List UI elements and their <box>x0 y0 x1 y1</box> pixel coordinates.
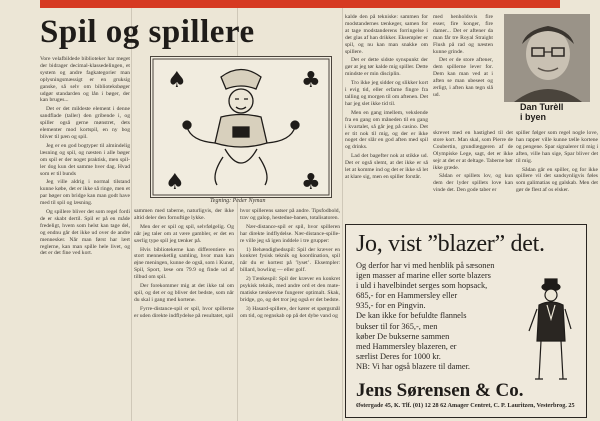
paragraph: Det er de store aftener, dem spillerne lever for. Dem kan man ved at i aften se man ubeseet og ærligt, i aften kan tegn slå ud. <box>433 57 493 98</box>
gentleman-figure-icon <box>521 275 579 385</box>
article-column-2 <box>134 208 234 416</box>
article-column-4 <box>345 14 428 222</box>
ad-line: NB: Vi har også blazere til damer. <box>356 361 470 371</box>
paragraph: Og spillere bliver det som regel fordi de er skabt dertil. Spil er på en måde fredeligt, hvem som helst kan tage del, og endnu går det ikke ud over de andre mennesker. Når man først har lært reglerne, kan man spille hele livet, og det er det fine ved kort. <box>40 209 130 257</box>
paragraph: Der forekommer mig at det ikke tal om spil, og det er og bliver det bedste, som når du skal i gang med kortene. <box>134 283 234 303</box>
jester-figure-icon <box>183 70 299 186</box>
ad-body-text <box>356 261 506 372</box>
paragraph: Fyrre-distance-spil er spil, hvor spillerne er uden direkte indflydelse på resultatet, spil <box>134 305 234 319</box>
paragraph: Hvis bibliotekerne kan differentiere en stort mennesketlig samling, hvor man kan øjne meningen, kunne de også, som i Kunst, Spil, Sport, læse om 79.9 og finde ud af tilbud om spil. <box>134 246 234 281</box>
spade-icon: ♠ <box>165 170 185 195</box>
ad-line: i uld i havelbindet serges som hopsack, <box>356 281 488 291</box>
paragraph: Vore velafbildede biblioteker har meget der bidrager decimal-klassedelingen, et system og andre fagkategorier man oplysningsmæssigt er en gruksig ganske, så selv om biblioteksbøger udgør standarden og lån i bøger, der kan bruges... <box>40 56 130 104</box>
paragraph: spiller følger som regel nogle love, han rapper ville kunne tælle kortene og pengene. Spar signalerer til mig i aften, ville han sige, Spar bliver det til mig. <box>516 130 598 164</box>
article-column-1 <box>40 56 130 416</box>
ad-line: køber De bukserne sammen <box>356 331 450 341</box>
article-column-3 <box>240 208 340 416</box>
ad-line: igen masser af marine eller sorte blazers <box>356 271 491 281</box>
column-title: i byen <box>520 112 547 122</box>
ad-line: med Hammersley blazeren, er <box>356 341 457 351</box>
paragraph: hvor spillerens satser på andre. Tipsfodbold, trav og galop, hestedue-banen, totalisatoren. <box>240 208 340 221</box>
paragraph: Lad det bagefter nok at stikke ud. Det er også slemt, at det ikke er så let at komme ind og det er ikke så let at klare sig, men en spiller forstår. <box>345 153 428 180</box>
paragraph: skrevet med en hastighed til det store kort. Man skal, som Pierre de Coubertin, grundlæggeren af de Olympiske Lege, sagt, det er ikke sejr at det er at deltage. Taberne bør ikke græde. <box>433 130 513 171</box>
paragraph: 3) Hasard-spillere, der kører et spørgsmål om tid, og regnskab op på det dybe vand og <box>240 305 340 319</box>
red-header-bar <box>40 0 560 8</box>
advertiser-address: Østergade 45, K. Tlf. (01) 12 28 62 Amager Centret, C. P. Lauritzen, Vesterbrog. 25 <box>356 402 575 409</box>
paragraph: 1) Behændighedsspil: Spil der kræver en konkret fysisk teknik og koordination, spil når du er kortest på ’lyset’. Eksempler: billard, bowling — eller golf. <box>240 246 340 274</box>
author-name: Dan Turèll <box>520 102 564 112</box>
blazer-man-illustration <box>521 275 579 385</box>
portrait-icon <box>504 14 590 102</box>
paragraph: Sådan er spillets lov, og kun dem der lyder spillets love kan vinde det. Den gode taber er <box>433 173 513 194</box>
paragraph: Men der er spil og spil, selvfølgelig. Og når jeg taler om at være gambler, er det en særlig type spil jeg tænker på. <box>134 223 234 244</box>
ad-line: De kan ikke for befuldte flannels <box>356 311 467 321</box>
ad-line: særlist Deres for 1000 kr. <box>356 351 441 361</box>
illustration-caption: Tegning: Peder Nyman <box>210 198 266 204</box>
ad-line: Og derfor har vi med henblik på sæsonen <box>356 261 495 270</box>
paragraph: med henholdsvis fire esser, fire konger, fire damer... Det er aftener da man får tre Royal Straight Flush på rad og næsten kunne grinde. <box>433 14 493 55</box>
paragraph: Det er det mildeste element i denne sandflade (taller) den gribende i, og spiller også gerne mønstret, dets elementer mod kortspil, en ny bog bliver til pæn og spil. <box>40 106 130 140</box>
column-rule <box>342 0 343 421</box>
playing-card-drawing <box>151 57 331 197</box>
author-portrait-photo <box>504 14 590 102</box>
article-headline: Spil og spillere <box>40 14 255 50</box>
ad-headline: Jo, vist ”blazer” det. <box>356 231 545 257</box>
paragraph: Sådan går en spiller, og for ikke spillere vil det sandsynligvis føles som galimatias og galskab. Men det gør de flest af os elsker. <box>516 166 598 194</box>
ad-line: bukser til for 365,-, men <box>356 321 438 331</box>
paragraph: Men en gang imellem, vekslende fra en gang om måneden til en gang i kvartalet, så går jeg på casino. Det er tit nok til mig, og der er ikke noget der slår en god aften med spil og drinks. <box>345 109 428 151</box>
paragraph: sammen med taberne, naturligvis, der ikke altid deler den fornuftige lykke. <box>134 208 234 221</box>
blazer-advertisement <box>345 224 587 418</box>
paragraph: kalde den på tekniske: sammen for modstandernes tænkeger, samen for at tage modstanderens forringelse i det glas af han drikker. Eksempler er spil, og nu kan man snakke om spillere. <box>345 14 428 55</box>
article-column-5-top <box>433 14 493 129</box>
article-column-6 <box>516 130 598 222</box>
advertiser-name: Jens Sørensen & Co. <box>356 380 524 401</box>
paragraph: Tro ikke jeg sidder og slikker kort i evig tid, eller erfarne fingre fra talling og morgen til om aftenen. Det har jeg slet ikke tid til. <box>345 80 428 107</box>
paragraph: Jeg er en god bogtyper til almindelig læsning og spil, og næsten i alle bøger om spil er der noget praktisk, men spiller dog kun det samme hver dag. Hvad som er til bunds <box>40 142 130 177</box>
ad-line: 685,- for en Hammersley eller <box>356 291 458 301</box>
club-icon: ♣ <box>301 68 321 93</box>
spade-icon: ♠ <box>167 68 187 93</box>
article-column-5 <box>433 130 513 222</box>
ad-line: 935,- for en Pingvin. <box>356 301 426 311</box>
paragraph: Jeg ville aldrig i normal tilstand kunne købe, det er ikke så ringe, men et par bøger om bridge kan man godt have med til spil og læsning. <box>40 179 130 207</box>
club-icon: ♣ <box>301 170 321 195</box>
paragraph: Det er dette sidste synspunkt der gør at jeg tør kalde mig spiller. Dette mindste er min disciplin. <box>345 57 428 78</box>
column-rule <box>131 0 132 421</box>
paragraph: 2) Tænkespil: Spil der kræver en konkret psykisk teknik, med andre ord et den matematiske tænkeevne fungerer optimalt. Skak, bridge, go, og det tror jeg også er det bedste. <box>240 276 340 303</box>
paragraph: Nær-distance-spil er spil, hvor spilleren har direkte indflydelse. Nær-distance-spillere ville jeg så igen inddele i tre grupper: <box>240 223 340 244</box>
joker-playing-card-illustration <box>150 56 332 198</box>
